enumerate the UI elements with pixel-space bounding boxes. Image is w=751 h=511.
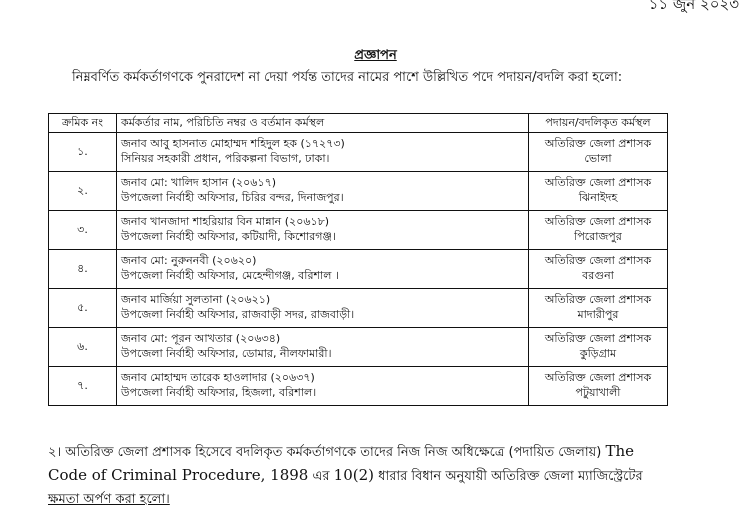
header-officer-details: কর্মকর্তার নাম, পরিচিতি নম্বর ও বর্তমান কর্মস্থল [117, 114, 529, 133]
document-date: ১১ জুন ২০২৩ [648, 0, 739, 13]
row-posting-cell [529, 211, 668, 250]
paragraph-line-1-en: The [605, 442, 635, 460]
officer-current-office: উপজেলা নির্বাহী অফিসার, চিরির বন্দর, দিনাজপুর। [121, 191, 344, 204]
table-row [49, 289, 668, 328]
section-number: 10(2) [333, 466, 375, 484]
table-row [49, 172, 668, 211]
document-heading: প্রজ্ঞাপন [354, 48, 397, 63]
table-row [49, 250, 668, 289]
row-officer-cell [117, 250, 529, 289]
officer-current-office: উপজেলা নির্বাহী অফিসার, রাজবাড়ী সদর, রাজবাড়ী। [121, 308, 355, 321]
officer-name: জনাব খানজাদা শাহরিয়ার বিন মান্নান (২০৬১৮) [121, 215, 330, 229]
officer-name: জনাব মোহাম্মদ তারেক হাওলাদার (২০৬৩৭) [121, 371, 315, 385]
posting-title: অতিরিক্ত জেলা প্রশাসক [544, 332, 652, 346]
row-serial: ৪. [49, 250, 117, 289]
row-serial: ৭. [49, 367, 117, 406]
posting-title: অতিরিক্ত জেলা প্রশাসক [544, 215, 652, 229]
row-officer-cell [117, 133, 529, 172]
posting-title: অতিরিক্ত জেলা প্রশাসক [544, 293, 652, 307]
posting-table [48, 113, 668, 406]
paragraph-line-2-mid: এর [312, 469, 330, 484]
paragraph-line-2 [48, 464, 708, 488]
row-officer-cell [117, 211, 529, 250]
table-row [49, 211, 668, 250]
paragraph-line-1 [48, 440, 708, 464]
row-posting-cell [529, 289, 668, 328]
row-serial: ৩. [49, 211, 117, 250]
posting-title: অতিরিক্ত জেলা প্রশাসক [544, 137, 652, 151]
officer-name: জনাব মার্জিয়া সুলতানা (২০৬২১) [121, 293, 271, 307]
table-row [49, 328, 668, 367]
row-officer-cell [117, 367, 529, 406]
paragraph-line-2-bn: ধারার বিধান অনুযায়ী অতিরিক্ত জেলা ম্যাজিস্ট্রেটের [378, 469, 643, 484]
posting-title: অতিরিক্ত জেলা প্রশাসক [544, 371, 652, 385]
posting-title: অতিরিক্ত জেলা প্রশাসক [544, 176, 652, 190]
posting-district: পটুয়াখালী [575, 386, 621, 399]
posting-district: বরগুনা [582, 269, 614, 282]
posting-district: ভোলা [584, 152, 612, 165]
officer-current-office: উপজেলা নির্বাহী অফিসার, কটিয়াদী, কিশোরগঞ্জ। [121, 230, 336, 243]
table-body [49, 133, 668, 406]
row-serial: ১. [49, 133, 117, 172]
row-serial: ৫. [49, 289, 117, 328]
posting-district: পিরোজপুর [574, 230, 622, 243]
posting-district: মাদারীপুর [577, 308, 619, 321]
officer-current-office: উপজেলা নির্বাহী অফিসার, ডোমার, নীলফামারী। [121, 347, 332, 360]
intro-text: নিম্নবর্ণিত কর্মকর্তাগণকে পুনরাদেশ না দেয়া পর্যন্ত তাদের নামের পাশে উল্লিখিত পদে পদায়ন/বদলি করা হলো: [72, 70, 623, 85]
row-posting-cell [529, 172, 668, 211]
paragraph-line-1-bn: ২। অতিরিক্ত জেলা প্রশাসক হিসেবে বদলিকৃত কর্মকর্তাগণকে তাদের নিজ নিজ অধিক্ষেত্রে (পদায়িত জেলায়) [48, 445, 602, 460]
posting-district: ঝিনাইদহ [578, 191, 618, 204]
posting-title: অতিরিক্ত জেলা প্রশাসক [544, 254, 652, 268]
table-header-row [49, 114, 668, 133]
row-serial: ২. [49, 172, 117, 211]
officer-name: জনাব আবু হাসনাত মোহাম্মদ শহিদুল হক (১৭২৭৩) [121, 137, 345, 151]
officer-current-office: উপজেলা নির্বাহী অফিসার, হিজলা, বরিশাল। [121, 386, 317, 399]
officer-current-office: সিনিয়র সহকারী প্রধান, পরিকল্পনা বিভাগ, ঢাকা। [121, 152, 330, 165]
clause-paragraph [48, 440, 708, 511]
row-posting-cell [529, 328, 668, 367]
table-row [49, 367, 668, 406]
table-row [49, 133, 668, 172]
officer-current-office: উপজেলা নির্বাহী অফিসার, মেহেন্দীগঞ্জ, বরিশাল । [121, 269, 339, 282]
officer-name: জনাব মো: পূরন আখতার (২০৬৩৪) [121, 332, 281, 346]
row-officer-cell [117, 289, 529, 328]
row-posting-cell [529, 367, 668, 406]
row-officer-cell [117, 172, 529, 211]
header-posting: পদায়ন/বদলিকৃত কর্মস্থল [529, 114, 668, 133]
officer-name: জনাব মো: নুরুননবী (২০৬২০) [121, 254, 257, 268]
row-officer-cell [117, 328, 529, 367]
row-serial: ৬. [49, 328, 117, 367]
row-posting-cell [529, 250, 668, 289]
header-serial: ক্রমিক নং [49, 114, 117, 133]
row-posting-cell [529, 133, 668, 172]
law-citation: Code of Criminal Procedure, 1898 [48, 466, 309, 484]
posting-district: কুড়িগ্রাম [579, 347, 617, 360]
paragraph-line-3: ক্ষমতা অর্পণ করা হলো। [48, 492, 170, 507]
officer-name: জনাব মো: খালিদ হাসান (২০৬১৭) [121, 176, 277, 190]
